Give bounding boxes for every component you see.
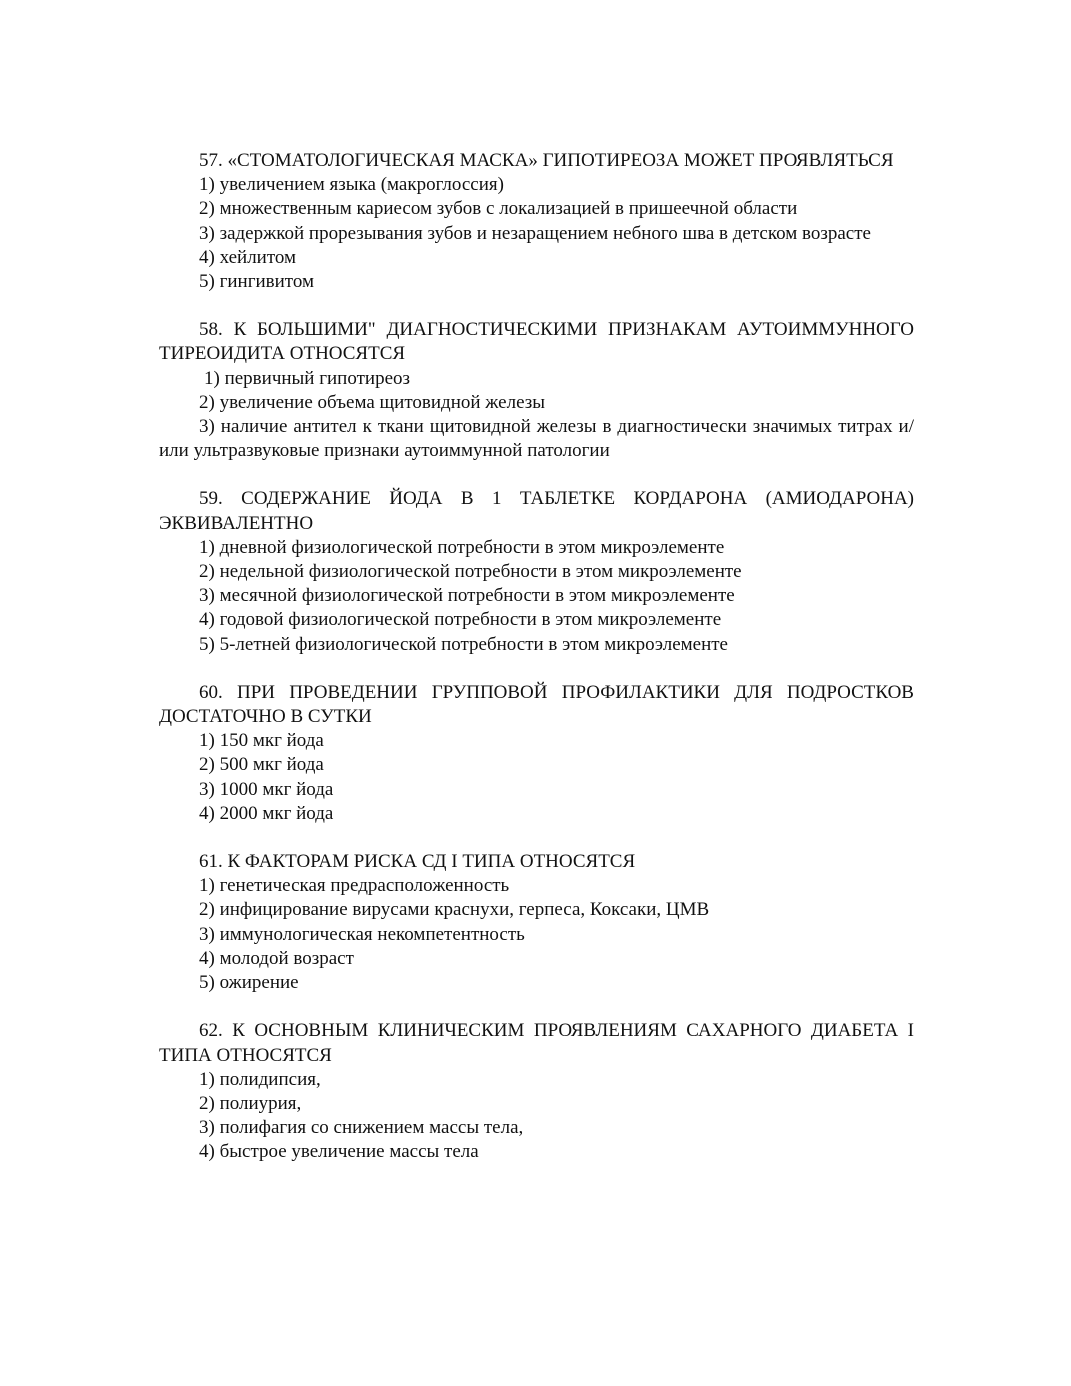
question-title: 57. «СТОМАТОЛОГИЧЕСКАЯ МАСКА» ГИПОТИРЕОЗА МОЖЕТ ПРОЯВЛЯТЬСЯ	[199, 150, 894, 171]
answer-option: 3) иммунологическая некомпетентность	[199, 923, 525, 945]
answer-option: 3) задержкой прорезывания зубов и незаращением небного шва в детском возрасте	[199, 222, 871, 244]
question-title: 62. К ОСНОВНЫМ КЛИНИЧЕСКИМ ПРОЯВЛЕНИЯМ САХАРНОГО ДИАБЕТА I ТИПА ОТНОСЯТСЯ	[159, 1020, 914, 1066]
answer-option: 1) 150 мкг йода	[199, 730, 324, 752]
answer-option: 5) 5-летней физиологической потребности в этом микроэлементе	[199, 633, 728, 655]
answer-option: 3) наличие антител к ткани щитовидной железы в диагностически значимых титрах и/или ультразвуковые признаки аутоиммунной патологии	[159, 416, 914, 462]
answer-option: 3) полифагия со снижением массы тела,	[199, 1117, 524, 1139]
answer-option: 4) молодой возраст	[199, 947, 354, 969]
answer-option: 4) хейлитом	[199, 246, 297, 268]
answer-option: 2) инфицирование вирусами краснухи, герпеса, Коксаки, ЦМВ	[199, 899, 710, 921]
answer-option: 1) увеличением языка (макроглоссия)	[199, 174, 504, 196]
answer-option: 4) быстрое увеличение массы тела	[199, 1141, 479, 1163]
answer-option: 4) годовой физиологической потребности в этом микроэлементе	[199, 609, 722, 631]
question-title: 61. К ФАКТОРАМ РИСКА СД I ТИПА ОТНОСЯТСЯ	[199, 851, 636, 873]
question-57	[159, 149, 914, 294]
answer-option: 1) генетическая предрасположенность	[199, 875, 510, 897]
question-61	[159, 850, 914, 995]
answer-option: 2) полиурия,	[199, 1092, 302, 1114]
answer-option: 4) 2000 мкг йода	[199, 802, 334, 824]
question-59	[159, 487, 914, 656]
answer-option: 2) недельной физиологической потребности в этом микроэлементе	[199, 561, 742, 583]
question-title: 59. СОДЕРЖАНИЕ ЙОДА В 1 ТАБЛЕТКЕ КОРДАРОНА (АМИОДАРОНА) ЭКВИВАЛЕНТНО	[159, 488, 914, 534]
question-title: 58. К БОЛЬШИМИ" ДИАГНОСТИЧЕСКИМИ ПРИЗНАКАМ АУТОИММУННОГО ТИРЕОИДИТА ОТНОСЯТСЯ	[159, 319, 914, 365]
answer-option: 5) гингивитом	[199, 271, 315, 293]
question-60	[159, 681, 914, 826]
question-62	[159, 1019, 914, 1164]
question-title: 60. ПРИ ПРОВЕДЕНИИ ГРУППОВОЙ ПРОФИЛАКТИКИ ДЛЯ ПОДРОСТКОВ ДОСТАТОЧНО В СУТКИ	[159, 681, 914, 728]
document-page	[159, 149, 914, 1165]
answer-option: 2) увеличение объема щитовидной железы	[199, 391, 546, 413]
answer-option: 3) месячной физиологической потребности в этом микроэлементе	[199, 585, 735, 607]
answer-option: 2) множественным кариесом зубов с локализацией в пришеечной области	[199, 198, 798, 220]
answer-option: 1) дневной физиологической потребности в этом микроэлементе	[199, 536, 725, 558]
answer-option: 2) 500 мкг йода	[199, 754, 324, 776]
answer-option: 1) первичный гипотиреоз	[204, 367, 411, 389]
answer-option: 5) ожирение	[199, 972, 299, 994]
answer-option: 1) полидипсия,	[199, 1068, 321, 1090]
answer-option: 3) 1000 мкг йода	[199, 778, 334, 800]
question-58	[159, 318, 914, 463]
